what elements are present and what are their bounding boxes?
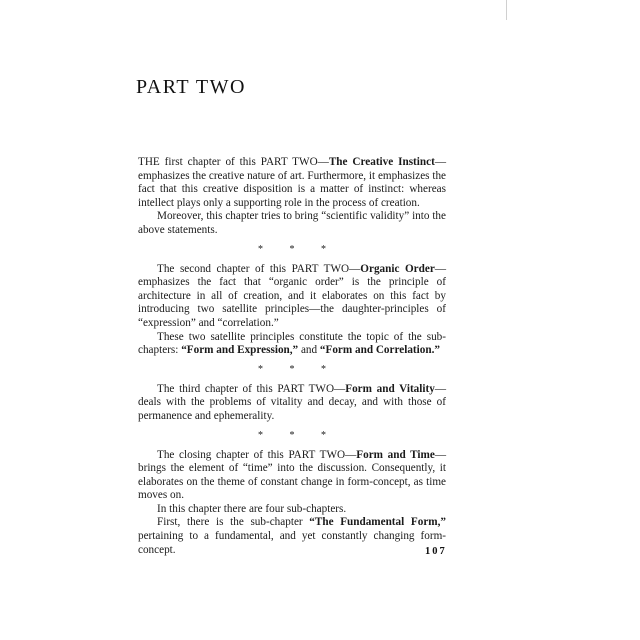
chapter-title: “Form and Expression,” bbox=[181, 344, 299, 357]
paragraph bbox=[138, 156, 446, 210]
paragraph-text: THE first chapter of this PART TWO— bbox=[138, 156, 329, 168]
paragraph-text: —emphasizes the creative nature of art. Furthermore, it emphasizes the fact that this creative disposition is a matter of instinct: whereas intellect plays only a supporting role in the process of creation. bbox=[138, 156, 446, 209]
chapter-title: Organic Order bbox=[360, 262, 435, 275]
paragraph bbox=[138, 516, 446, 557]
paragraph-text: —emphasizes the fact that “organic order” is the principle of architecture in all of creation, and it elaborates on this fact by introducing two satellite principles—the daughter-principles of “expression” and “correlation.” bbox=[138, 262, 446, 329]
paragraph-text: pertaining to a fundamental, and yet constantly changing form-concept. bbox=[138, 530, 446, 556]
paragraph-text: Moreover, this chapter tries to bring “scientific validity” into the above statements. bbox=[138, 210, 446, 236]
chapter-title: “Form and Correlation.” bbox=[319, 344, 440, 357]
chapter-title: Form and Time bbox=[356, 448, 435, 461]
chapter-title: “The Fundamental Form,” bbox=[309, 516, 446, 529]
paragraph-text: First, there is the sub-chapter bbox=[157, 516, 310, 529]
paragraph-text: The closing chapter of this PART TWO— bbox=[157, 448, 357, 461]
paragraph-text: These two satellite principles constitute the topic of the sub-chapters: bbox=[138, 330, 446, 357]
paragraph bbox=[138, 449, 446, 503]
paragraph bbox=[138, 503, 446, 517]
chapter-title: The Creative Instinct bbox=[328, 156, 435, 168]
section-separator: * * * bbox=[258, 363, 338, 375]
body-text bbox=[138, 156, 446, 557]
paragraph bbox=[138, 210, 446, 237]
paragraph bbox=[138, 263, 446, 331]
paragraph bbox=[138, 383, 446, 424]
section-separator: * * * bbox=[258, 429, 338, 441]
page-number: 107 bbox=[425, 546, 447, 557]
part-title: PART TWO bbox=[136, 76, 246, 98]
paragraph-text: and bbox=[298, 344, 320, 357]
paragraph-text: —brings the element of “time” into the discussion. Consequently, it elaborates on the theme of constant change in form-concept, as time moves on. bbox=[138, 448, 447, 502]
paragraph-text: —deals with the problems of vitality and decay, and with those of permanence and ephemerality. bbox=[138, 382, 446, 422]
chapter-title: Form and Vitality bbox=[345, 382, 435, 395]
paragraph-text: The third chapter of this PART TWO— bbox=[157, 382, 346, 395]
paragraph-text: The second chapter of this PART TWO— bbox=[157, 262, 361, 275]
page-edge-line bbox=[506, 0, 507, 20]
paragraph bbox=[138, 331, 446, 358]
paragraph-text: In this chapter there are four sub-chapters. bbox=[157, 502, 347, 515]
section-separator: * * * bbox=[258, 243, 338, 255]
